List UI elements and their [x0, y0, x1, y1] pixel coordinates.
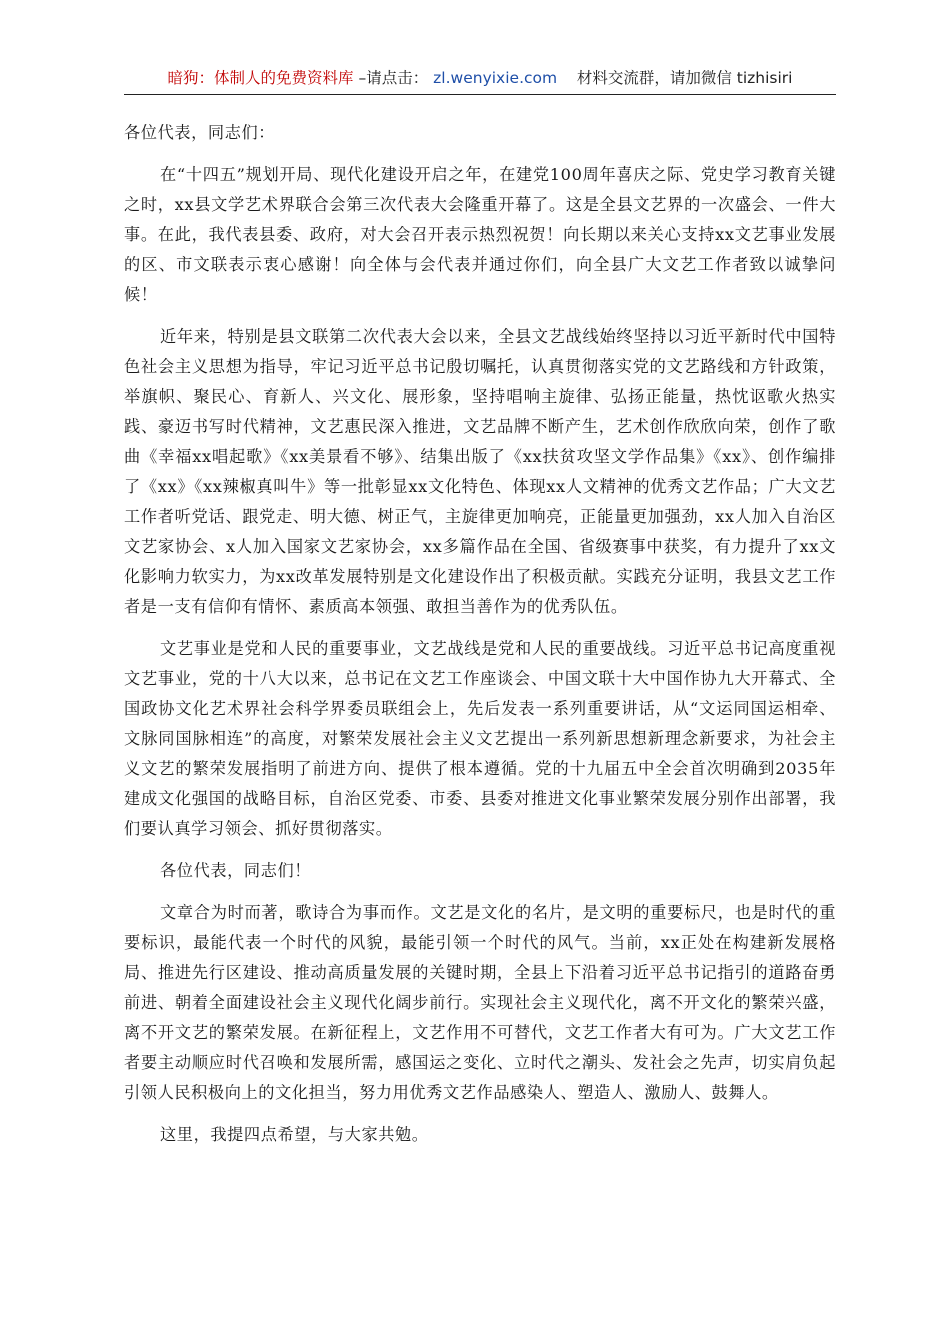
paragraph: 文艺事业是党和人民的重要事业，文艺战线是党和人民的重要战线。习近平总书记高度重视文艺事业，党的十八大以来，总书记在文艺工作座谈会、中国文联十大中国作协九大开幕式、全国政协文化艺术界社会科学界委员联组会上，先后发表一系列重要讲话，从“文运同国运相牵、文脉同国脉相连”的高度，对繁荣发展社会主义文艺提出一系列新思想新理念新要求，为社会主义文艺的繁荣发展指明了前进方向、提供了根本遵循。党的十九届五中全会首次明确到2035年建成文化强国的战略目标，自治区党委、市委、县委对推进文化事业繁荣发展分别作出部署，我们要认真学习领会、抓好贯彻落实。 — [124, 639, 836, 838]
document-body — [124, 118, 836, 1162]
paragraph: 在“十四五”规划开局、现代化建设开启之年，在建党100周年喜庆之际、党史学习教育关键之时，xx县文学艺术界联合会第三次代表大会隆重开幕了。这是全县文艺界的一次盛会、一件大事。在此，我代表县委、政府，对大会召开表示热烈祝贺！向长期以来关心支持xx文艺事业发展的区、市文联表示衷心感谢！向全体与会代表并通过你们，向全县广大文艺工作者致以诚挚问候！ — [124, 165, 836, 304]
paragraph: 近年来，特别是县文联第二次代表大会以来，全县文艺战线始终坚持以习近平新时代中国特色社会主义思想为指导，牢记习近平总书记殷切嘱托，认真贯彻落实党的文艺路线和方针政策，举旗帜、聚民心、育新人、兴文化、展形象，坚持唱响主旋律、弘扬正能量，热忱讴歌火热实践、豪迈书写时代精神，文艺惠民深入推进，文艺品牌不断产生，艺术创作欣欣向荣，创作了歌曲《幸福xx唱起歌》《xx美景看不够》、结集出版了《xx扶贫攻坚文学作品集》《xx》、创作编排了《xx》《xx辣椒真叫牛》等一批彰显xx文化特色、体现xx人文精神的优秀文艺作品；广大文艺工作者听党话、跟党走、明大德、树正气，主旋律更加响亮，正能量更加强劲，xx人加入自治区文艺家协会、x人加入国家文艺家协会，xx多篇作品在全国、省级赛事中获奖，有力提升了xx文化影响力软实力，为xx改革发展特别是文化建设作出了积极贡献。实践充分证明，我县文艺工作者是一支有信仰有情怀、素质高本领强、敢担当善作为的优秀队伍。 — [124, 327, 836, 616]
paragraph: 文章合为时而著，歌诗合为事而作。文艺是文化的名片，是文明的重要标尺，也是时代的重要标识，最能代表一个时代的风貌，最能引领一个时代的风气。当前，xx正处在构建新发展格局、推进先行区建设、推动高质量发展的关键时期，全县上下沿着习近平总书记指引的道路奋勇前进、朝着全面建设社会主义现代化阔步前行。实现社会主义现代化，离不开文化的繁荣兴盛，离不开文艺的繁荣发展。在新征程上，文艺作用不可替代，文艺工作者大有可为。广大文艺工作者要主动顺应时代召唤和发展所需，感国运之变化、立时代之潮头、发社会之先声，切实肩负起引领人民积极向上的文化担当，努力用优秀文艺作品感染人、塑造人、激励人、鼓舞人。 — [124, 903, 836, 1102]
header-prompt: –请点击： — [358, 69, 429, 87]
page-header — [124, 66, 836, 95]
paragraph: 这里，我提四点希望，与大家共勉。 — [160, 1125, 429, 1144]
header-site-link[interactable]: zl.wenyixie.com — [433, 69, 558, 87]
header-brand: 暗狗：体制人的免费资料库 — [167, 69, 354, 87]
paragraph-salutation: 各位代表，同志们！ — [160, 861, 312, 880]
salutation: 各位代表，同志们： — [124, 123, 276, 142]
header-wechat: 材料交流群，请加微信 tizhisiri — [576, 69, 793, 87]
